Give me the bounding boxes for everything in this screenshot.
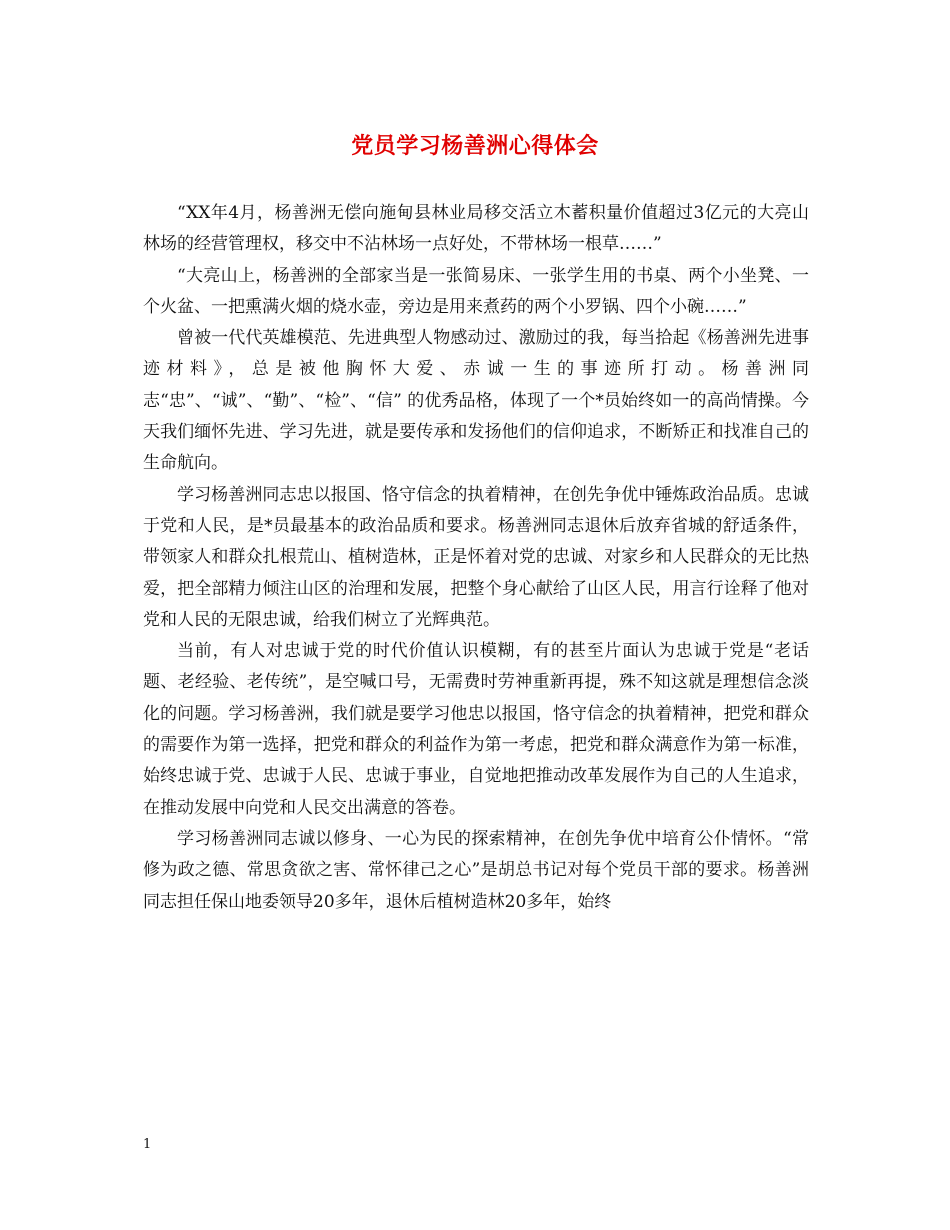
document-title: 党员学习杨善洲心得体会 bbox=[351, 133, 599, 159]
paragraph: 学习杨善洲同志诚以修身、一心为民的探索精神，在创先争优中培育公仆情怀。“常修为政之德、常思贪欲之害、常怀律己之心”是胡总书记对每个党员干部的要求。杨善洲同志担任保山地委领导20多年，退休后植树造林20多年，始终 bbox=[143, 828, 809, 912]
paragraph: 学习杨善洲同志忠以报国、恪守信念的执着精神，在创先争优中锤炼政治品质。忠诚于党和人民，是*员最基本的政治品质和要求。杨善洲同志退休后放弃省城的舒适条件，带领家人和群众扎根荒山、植树造林，正是怀着对党的忠诚、对家乡和人民群众的无比热爱，把全部精力倾注山区的治理和发展，把整个身心献给了山区人民，用言行诠释了他对党和人民的无限忠诚，给我们树立了光辉典范。 bbox=[143, 484, 809, 630]
document-body bbox=[143, 198, 809, 918]
paragraph: 曾被一代代英雄模范、先进典型人物感动过、激励过的我，每当拾起《杨善洲先进事迹材料》，总是被他胸怀大爱、赤诚一生的事迹所打动。杨善洲同志“忠”、“诚”、“勤”、“检”、“信” 的优秀品格，体现了一个*员始终如一的高尚情操。今天我们缅怀先进、学习先进，就是要传承和发扬他们的信仰追求，不断矫正和找准自己的生命航向。 bbox=[143, 328, 809, 474]
page-number: 1 bbox=[143, 1137, 152, 1152]
paragraph: “大亮山上，杨善洲的全部家当是一张简易床、一张学生用的书桌、两个小坐凳、一个火盆、一把熏满火烟的烧水壶，旁边是用来煮药的两个小罗锅、四个小碗……” bbox=[143, 265, 809, 317]
paragraph: “XX年4月，杨善洲无偿向施甸县林业局移交活立木蓄积量价值超过3亿元的大亮山林场的经营管理权，移交中不沾林场一点好处，不带林场一根草……” bbox=[143, 203, 809, 255]
paragraph: 当前，有人对忠诚于党的时代价值认识模糊，有的甚至片面认为忠诚于党是“老话题、老经验、老传统”，是空喊口号，无需费时劳神重新再提，殊不知这就是理想信念淡化的问题。学习杨善洲，我们就是要学习他忠以报国，恪守信念的执着精神，把党和群众的需要作为第一选择，把党和群众的利益作为第一考虑，把党和群众满意作为第一标准，始终忠诚于党、忠诚于人民、忠诚于事业，自觉地把推动改革发展作为自己的人生追求，在推动发展中向党和人民交出满意的答卷。 bbox=[143, 641, 809, 818]
